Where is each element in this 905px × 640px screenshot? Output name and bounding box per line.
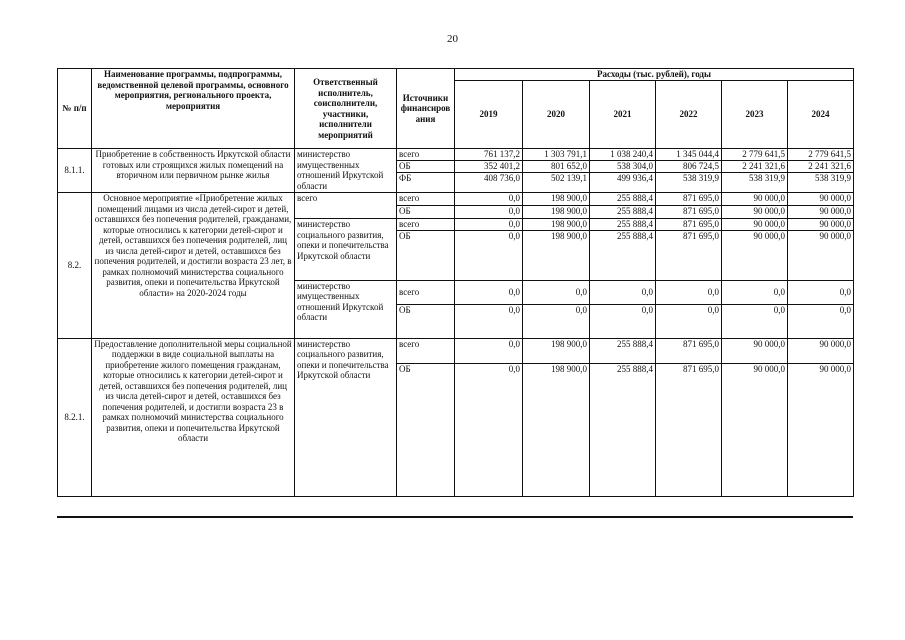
row-source: всего — [397, 280, 455, 304]
table-row — [58, 193, 854, 206]
cell-2021: 0,0 — [590, 280, 656, 304]
cell-2024: 90 000,0 — [788, 193, 854, 206]
expenses-table — [57, 68, 854, 497]
cell-2019: 0,0 — [455, 219, 523, 231]
cell-2020: 801 652,0 — [523, 161, 590, 173]
cell-2024: 90 000,0 — [788, 206, 854, 219]
row-responsible: министерство имущественных отношений Иркутской области — [295, 280, 397, 338]
header-year-2019: 2019 — [455, 81, 523, 149]
cell-2023: 0,0 — [722, 280, 788, 304]
row-name: Предоставление дополнительной меры социальной поддержки в виде социальной выплаты на приобретение жилого помещения гражданам, которые относились к категории детей-сирот и детей, оставшихся без попечения родителей, лиц из числа детей-сирот и детей, оставшихся без попечения родителей, и достигли возраста 23 в рамках полномочий министерства социального развития, опеки и попечительства Иркутской области — [92, 338, 295, 496]
cell-2019: 0,0 — [455, 363, 523, 496]
cell-2023: 538 319,9 — [722, 173, 788, 193]
cell-2019: 408 736,0 — [455, 173, 523, 193]
cell-2023: 2 779 641,5 — [722, 149, 788, 161]
cell-2023: 90 000,0 — [722, 338, 788, 363]
table-row — [58, 149, 854, 161]
cell-2024: 0,0 — [788, 280, 854, 304]
row-name: Приобретение в собственность Иркутской области готовых или строящихся жилых помещений на вторичном или первичном рынке жилья — [92, 149, 295, 193]
cell-2020: 198 900,0 — [523, 193, 590, 206]
cell-2019: 0,0 — [455, 206, 523, 219]
cell-2022: 871 695,0 — [656, 230, 722, 280]
cell-2021: 499 936,4 — [590, 173, 656, 193]
row-responsible: министерство социального развития, опеки и попечительства Иркутской области — [295, 219, 397, 281]
cell-2022: 0,0 — [656, 280, 722, 304]
cell-2019: 0,0 — [455, 304, 523, 338]
cell-2020: 0,0 — [523, 280, 590, 304]
row-source: ОБ — [397, 161, 455, 173]
cell-2024: 538 319,9 — [788, 173, 854, 193]
cell-2020: 198 900,0 — [523, 338, 590, 363]
cell-2024: 90 000,0 — [788, 363, 854, 496]
header-name: Наименование программы, подпрограммы, ведомственной целевой программы, основного мероприятия, регионального проекта, мероприятия — [92, 69, 295, 149]
cell-2020: 198 900,0 — [523, 219, 590, 231]
cell-2022: 871 695,0 — [656, 206, 722, 219]
cell-2024: 2 779 641,5 — [788, 149, 854, 161]
header-year-2024: 2024 — [788, 81, 854, 149]
cell-2023: 90 000,0 — [722, 193, 788, 206]
cell-2024: 2 241 321,6 — [788, 161, 854, 173]
cell-2019: 0,0 — [455, 193, 523, 206]
row-number: 8.2. — [58, 193, 92, 339]
header-year-2022: 2022 — [656, 81, 722, 149]
cell-2021: 1 038 240,4 — [590, 149, 656, 161]
cell-2019: 352 401,2 — [455, 161, 523, 173]
row-number: 8.1.1. — [58, 149, 92, 193]
cell-2020: 198 900,0 — [523, 206, 590, 219]
cell-2021: 255 888,4 — [590, 230, 656, 280]
cell-2021: 0,0 — [590, 304, 656, 338]
row-source: ОБ — [397, 206, 455, 219]
cell-2021: 538 304,0 — [590, 161, 656, 173]
cell-2021: 255 888,4 — [590, 219, 656, 231]
cell-2022: 806 724,5 — [656, 161, 722, 173]
cell-2023: 90 000,0 — [722, 363, 788, 496]
cell-2023: 0,0 — [722, 304, 788, 338]
row-source: ОБ — [397, 363, 455, 496]
cell-2020: 198 900,0 — [523, 230, 590, 280]
cell-2020: 1 303 791,1 — [523, 149, 590, 161]
row-source: всего — [397, 193, 455, 206]
cell-2022: 0,0 — [656, 304, 722, 338]
cell-2021: 255 888,4 — [590, 338, 656, 363]
cell-2023: 2 241 321,6 — [722, 161, 788, 173]
row-source: ФБ — [397, 173, 455, 193]
header-responsible: Ответственный исполнитель, соисполнители, участники, исполнители мероприятий — [295, 69, 397, 149]
row-source: всего — [397, 149, 455, 161]
cell-2024: 90 000,0 — [788, 338, 854, 363]
header-number: № п/п — [58, 69, 92, 149]
cell-2022: 871 695,0 — [656, 219, 722, 231]
row-responsible: всего — [295, 193, 397, 219]
row-responsible: министерство имущественных отношений Иркутской области — [295, 149, 397, 193]
table-row — [58, 338, 854, 363]
cell-2019: 0,0 — [455, 230, 523, 280]
row-source: всего — [397, 338, 455, 363]
cell-2022: 871 695,0 — [656, 193, 722, 206]
row-responsible: министерство социального развития, опеки и попечительства Иркутской области — [295, 338, 397, 496]
cell-2022: 871 695,0 — [656, 363, 722, 496]
row-number: 8.2.1. — [58, 338, 92, 496]
cell-2021: 255 888,4 — [590, 193, 656, 206]
cell-2023: 90 000,0 — [722, 230, 788, 280]
cell-2022: 538 319,9 — [656, 173, 722, 193]
cell-2021: 255 888,4 — [590, 363, 656, 496]
row-name: Основное мероприятие «Приобретение жилых помещений лицами из числа детей-сирот и детей, оставшихся без попечения родителей, гражданами, которые относились к категории детей-сирот и детей, оставшихся без попечения родителей, лиц из числа детей-сирот и детей, оставшихся без попечения родителей, и достигли возраста 23 лет, в рамках полномочий министерства социального развития, опеки и попечительства Иркутской области» на 2020-2024 годы — [92, 193, 295, 339]
cell-2022: 1 345 044,4 — [656, 149, 722, 161]
row-source: всего — [397, 219, 455, 231]
cell-2024: 90 000,0 — [788, 219, 854, 231]
cell-2023: 90 000,0 — [722, 206, 788, 219]
cell-2019: 761 137,2 — [455, 149, 523, 161]
cell-2024: 90 000,0 — [788, 230, 854, 280]
row-source: ОБ — [397, 230, 455, 280]
cell-2020: 0,0 — [523, 304, 590, 338]
header-year-2021: 2021 — [590, 81, 656, 149]
header-year-2023: 2023 — [722, 81, 788, 149]
cell-2019: 0,0 — [455, 280, 523, 304]
cell-2022: 871 695,0 — [656, 338, 722, 363]
row-source: ОБ — [397, 304, 455, 338]
cell-2019: 0,0 — [455, 338, 523, 363]
header-expenses: Расходы (тыс. рублей), годы — [455, 69, 854, 81]
cell-2024: 0,0 — [788, 304, 854, 338]
cell-2020: 198 900,0 — [523, 363, 590, 496]
page-number: 20 — [447, 33, 458, 45]
header-year-2020: 2020 — [523, 81, 590, 149]
cell-2020: 502 139,1 — [523, 173, 590, 193]
cell-2023: 90 000,0 — [722, 219, 788, 231]
expenses-table-sheet — [57, 68, 853, 518]
header-source: Источники финансирования — [397, 69, 455, 149]
cell-2021: 255 888,4 — [590, 206, 656, 219]
